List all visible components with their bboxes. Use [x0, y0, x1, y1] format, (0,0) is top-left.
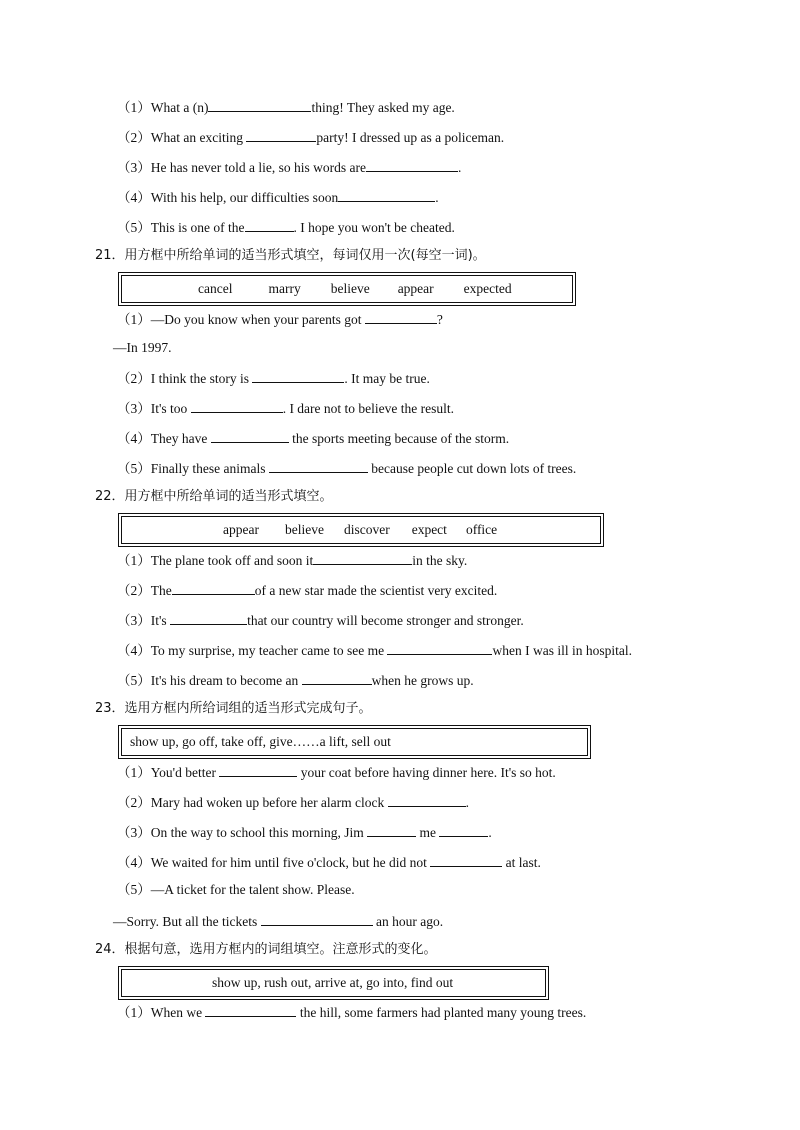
answer-blank[interactable]	[211, 428, 289, 443]
q23-item-5-text: （5）—A ticket for the talent show. Please.	[117, 882, 355, 897]
q22-item-1-tail: in the sky.	[412, 553, 468, 568]
q23-item-3-tail: .	[488, 825, 492, 840]
answer-blank[interactable]	[302, 670, 372, 685]
q21-item-1	[117, 309, 443, 329]
q23-item-2-text: （2）Mary had woken up before her alarm clock	[117, 795, 388, 810]
q22-item-3	[117, 610, 524, 630]
answer-blank[interactable]	[261, 911, 373, 926]
word-bank-item: appear	[397, 281, 434, 296]
q24-item-1	[117, 1002, 586, 1022]
answer-blank[interactable]	[191, 398, 283, 413]
answer-blank[interactable]	[439, 822, 488, 837]
q22-item-1	[117, 550, 467, 570]
q23-item-4-tail: at last.	[502, 855, 541, 870]
q20-item-5-text: （5）This is one of the	[117, 220, 245, 235]
q23-item-2	[117, 792, 469, 812]
answer-blank[interactable]	[170, 610, 247, 625]
q22-word-list	[223, 521, 497, 539]
q20-item-5	[117, 217, 455, 237]
q20-item-2-tail: party! I dressed up as a policeman.	[316, 130, 505, 145]
q24-phrase-box	[118, 966, 549, 1000]
q23-reply	[113, 911, 443, 931]
answer-blank[interactable]	[172, 580, 255, 595]
answer-blank[interactable]	[313, 550, 412, 565]
q24-item-1-text: （1）When we	[117, 1005, 206, 1020]
word-bank-item: cancel	[198, 281, 233, 296]
q22-item-5-tail: when he grows up.	[371, 673, 474, 688]
q21-item-2-tail: . It may be true.	[344, 371, 430, 386]
answer-blank[interactable]	[387, 640, 492, 655]
q23-reply-text: —Sorry. But all the tickets	[113, 914, 261, 929]
word-bank-item: expected	[463, 281, 512, 296]
word-box-inner	[121, 516, 601, 544]
q24-phrase-list: show up, rush out, arrive at, go into, find out	[212, 975, 454, 990]
q21-word-list	[198, 280, 512, 298]
answer-blank[interactable]	[208, 97, 311, 112]
q20-item-4-text: （4）With his help, our difficulties soon	[117, 190, 339, 205]
q21-item-5-text: （5）Finally these animals	[117, 461, 269, 476]
q23-item-4	[117, 852, 541, 872]
q21-item-2-text: （2）I think the story is	[117, 371, 253, 386]
q21-item-5-tail: because people cut down lots of trees.	[367, 461, 577, 476]
answer-blank[interactable]	[219, 762, 297, 777]
q21-item-4-text: （4）They have	[117, 431, 211, 446]
q21-item-1-tail: ?	[436, 312, 443, 327]
q20-item-1-text: （1）What a (n)	[117, 100, 209, 115]
answer-blank[interactable]	[205, 1002, 296, 1017]
word-bank-item: appear	[223, 522, 259, 537]
word-bank-item: office	[465, 522, 498, 537]
answer-blank[interactable]	[269, 458, 368, 473]
q22-item-4-tail: when I was ill in hospital.	[492, 643, 632, 658]
word-box-inner	[121, 275, 573, 303]
q20-item-5-tail: . I hope you won't be cheated.	[293, 220, 455, 235]
answer-blank[interactable]	[338, 187, 435, 202]
q21-item-2	[117, 368, 430, 388]
q21-item-3-text: （3）It's too	[117, 401, 191, 416]
word-bank-item: marry	[268, 281, 301, 296]
q23-item-1-text: （1）You'd better	[117, 765, 220, 780]
q23-item-1-tail: your coat before having dinner here. It's so hot.	[297, 765, 556, 780]
answer-blank[interactable]	[367, 822, 416, 837]
q20-item-1-tail: thing! They asked my age.	[311, 100, 455, 115]
q23-phrase-box	[118, 725, 591, 759]
q20-item-3-text: （3）He has never told a lie, so his words are	[117, 160, 366, 175]
q23-phrase-list: show up, go off, take off, give……a lift, sell out	[130, 734, 391, 749]
q23-item-4-text: （4）We waited for him until five o'clock, but he did not	[117, 855, 431, 870]
q22-item-2	[117, 580, 497, 600]
q21-heading: 21．用方框中所给单词的适当形式填空，每词仅用一次(每空一词)。	[95, 248, 486, 263]
q21-item-3	[117, 398, 454, 418]
answer-blank[interactable]	[430, 852, 502, 867]
answer-blank[interactable]	[245, 217, 294, 232]
q23-item-1	[117, 762, 556, 782]
q21-reply: —In 1997.	[113, 340, 172, 355]
q24-item-1-tail: the hill, some farmers had planted many young trees.	[296, 1005, 587, 1020]
q23-item-2-tail: .	[465, 795, 470, 810]
word-bank-item: believe	[330, 281, 370, 296]
q20-item-3	[117, 157, 461, 177]
word-bank-item: expect	[411, 522, 447, 537]
q24-heading: 24．根据句意，选用方框内的词组填空。注意形式的变化。	[95, 942, 437, 957]
q22-item-2-tail: of a new star made the scientist very excited.	[254, 583, 498, 598]
q23-heading: 23．选用方框内所给词组的适当形式完成句子。	[95, 701, 372, 716]
q22-heading: 22．用方框中所给单词的适当形式填空。	[95, 489, 333, 504]
q21-item-5	[117, 458, 576, 478]
word-box-inner	[121, 728, 588, 756]
q23-item-3-text: （3）On the way to school this morning, Jim	[117, 825, 368, 840]
answer-blank[interactable]	[388, 792, 466, 807]
q21-item-4-tail: the sports meeting because of the storm.	[288, 431, 510, 446]
q22-item-3-tail: that our country will become stronger and stronger.	[247, 613, 524, 628]
q21-word-box	[118, 272, 576, 306]
answer-blank[interactable]	[246, 127, 316, 142]
q22-item-4-text: （4）To my surprise, my teacher came to see me	[117, 643, 388, 658]
q22-item-1-text: （1）The plane took off and soon it	[117, 553, 314, 568]
q23-reply-tail: an hour ago.	[372, 914, 444, 929]
q20-item-1	[117, 97, 455, 117]
q20-item-2	[117, 127, 504, 147]
q21-item-4	[117, 428, 509, 448]
word-bank-item: believe	[284, 522, 324, 537]
q21-item-3-tail: . I dare not to believe the result.	[282, 401, 455, 416]
q22-item-3-text: （3）It's	[117, 613, 171, 628]
word-bank-item: discover	[343, 522, 390, 537]
q20-item-4	[117, 187, 439, 207]
q22-item-4	[117, 640, 632, 660]
q20-item-4-tail: .	[435, 190, 439, 205]
q23-item-3	[117, 822, 492, 842]
q22-item-5	[117, 670, 474, 690]
answer-blank[interactable]	[365, 309, 437, 324]
q20-item-2-text: （2）What an exciting	[117, 130, 247, 145]
q23-item-3-mid: me	[416, 825, 440, 840]
answer-blank[interactable]	[252, 368, 344, 383]
q22-word-box	[118, 513, 604, 547]
q20-item-3-tail: .	[457, 160, 462, 175]
q21-item-1-text: （1）—Do you know when your parents got	[117, 312, 365, 327]
answer-blank[interactable]	[366, 157, 458, 172]
q22-item-2-text: （2）The	[117, 583, 172, 598]
word-box-inner	[121, 969, 546, 997]
q22-item-5-text: （5）It's his dream to become an	[117, 673, 302, 688]
q23-item-5	[117, 881, 355, 899]
